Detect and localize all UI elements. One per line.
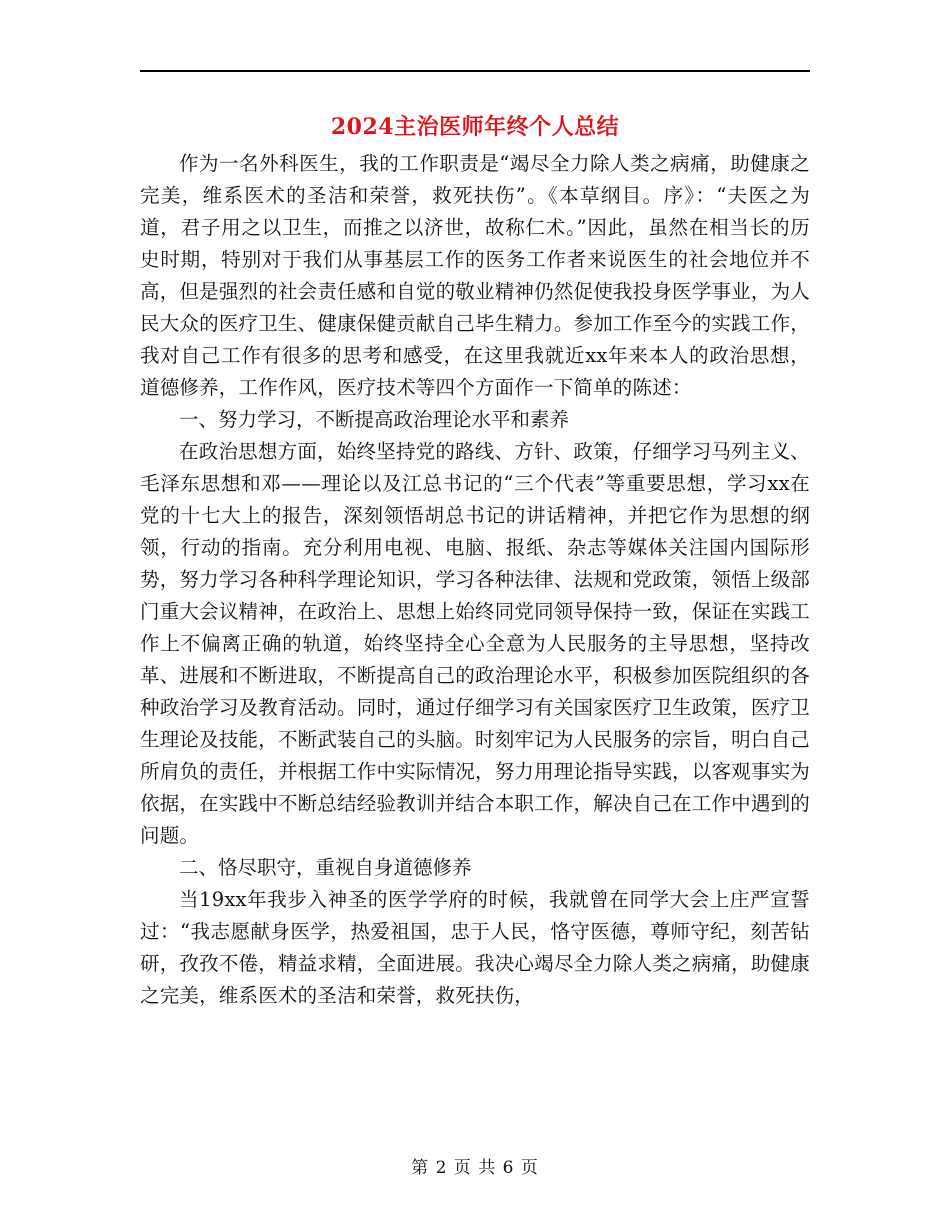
paragraph-intro: 作为一名外科医生，我的工作职责是“竭尽全力除人类之病痛，助健康之完美，维系医术的圣洁和荣誉，救死扶伤”。《本草纲目。序》：“夫医之为道，君子用之以卫生，而推之以济世，故称仁术。”因此，虽然在相当长的历史时期，特别对于我们从事基层工作的医务工作者来说医生的社会地位并不高，但是强烈的社会责任感和自觉的敬业精神仍然促使我投身医学事业，为人民大众的医疗卫生、健康保健贡献自己毕生精力。参加工作至今的实践工作，我对自己工作有很多的思考和感受，在这里我就近xx年来本人的政治思想，道德修养，工作作风，医疗技术等四个方面作一下简单的陈述： [140,152,810,399]
section-heading-1: 一、努力学习，不断提高政治理论水平和素养 [179,408,570,431]
paragraph-oath: 当19xx年我步入神圣的医学学府的时候，我就曾在同学大会上庄严宣誓过：“我志愿献身医学，热爱祖国，忠于人民，恪守医德，尊师守纪，刻苦钻研，孜孜不倦，精益求精，全面进展。我决心竭尽全力除人类之病痛，助健康之完美，维系医术的圣洁和荣誉，救死扶伤， [140,888,810,1007]
document-body [140,148,810,1012]
paragraph-political: 在政治思想方面，始终坚持党的路线、方针、政策，仔细学习马列主义、毛泽东思想和邓——理论以及江总书记的“三个代表”等重要思想，学习xx在党的十七大上的报告，深刻领悟胡总书记的讲话精神，并把它作为思想的纲领，行动的指南。充分利用电视、电脑、报纸、杂志等媒体关注国内国际形势，努力学习各种科学理论知识，学习各种法律、法规和党政策，领悟上级部门重大会议精神，在政治上、思想上始终同党同领导保持一致，保证在实践工作上不偏离正确的轨道，始终坚持全心全意为人民服务的主导思想，坚持改革、进展和不断进取，不断提高自己的政治理论水平，积极参加医院组织的各种政治学习及教育活动。同时，通过仔细学习有关国家医疗卫生政策，医疗卫生理论及技能，不断武装自己的头脑。时刻牢记为人民服务的宗旨，明白自己所肩负的责任，并根据工作中实际情况，努力用理论指导实践，以客观事实为依据，在实践中不断总结经验教训并结合本职工作，解决自己在工作中遇到的问题。 [140,440,810,847]
header-rule [140,70,810,72]
section-heading-2: 二、恪尽职守，重视自身道德修养 [179,856,472,879]
document-title: 2024主治医师年终个人总结 [330,114,620,140]
page-number: 第 2 页 共 6 页 [411,1158,539,1178]
